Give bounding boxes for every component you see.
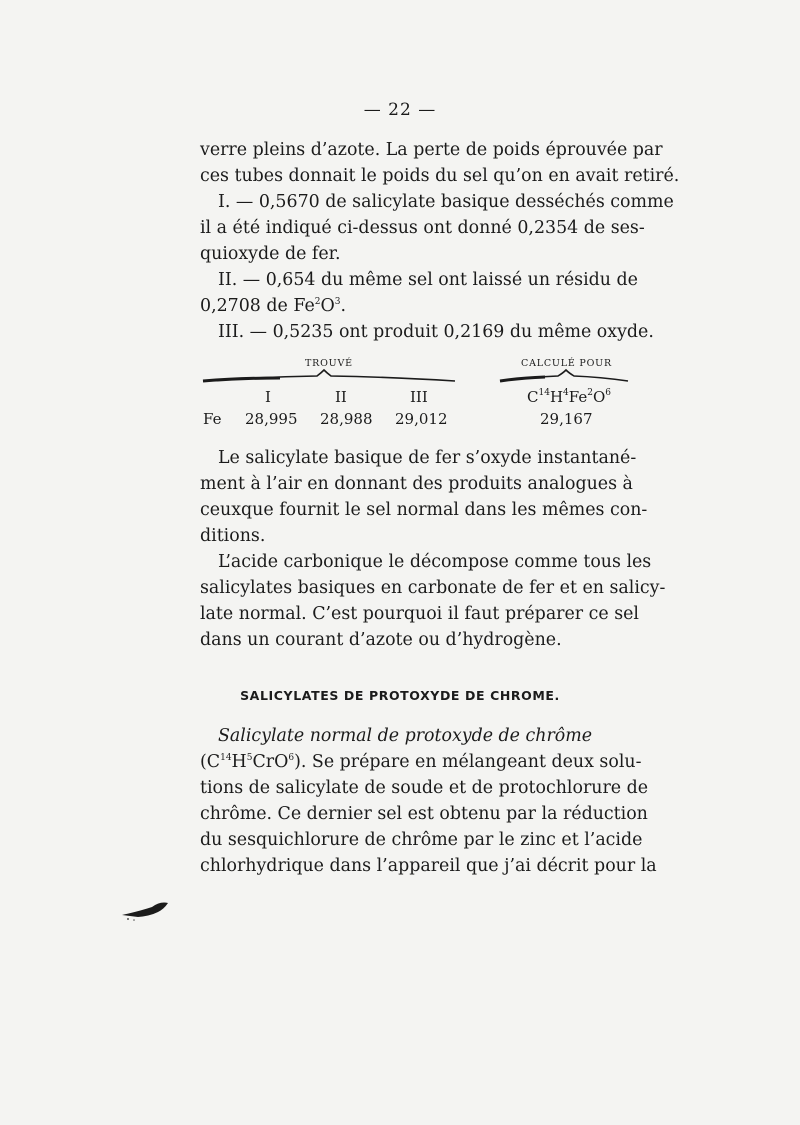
text-line bbox=[200, 723, 632, 749]
formula-part: CrO bbox=[252, 752, 289, 772]
text-line: quioxyde de fer. bbox=[200, 244, 341, 264]
italic-heading: Salicylate normal de protoxyde de chrôme bbox=[218, 726, 593, 746]
text-line: ces tubes donnait le poids du sel qu’on en avait retiré. bbox=[200, 166, 680, 186]
header-trouve: TROUVÉ bbox=[305, 358, 353, 369]
col-header-formula bbox=[527, 388, 611, 406]
superscript: 3 bbox=[334, 297, 341, 307]
formula-sub: 14 bbox=[538, 388, 550, 398]
value-calcule: 29,167 bbox=[540, 410, 593, 428]
text-line: il a été indiqué ci-dessus ont donné 0,2354 de ses- bbox=[200, 218, 645, 238]
col-header-ii: II bbox=[335, 388, 347, 406]
formula-part: Fe bbox=[568, 388, 588, 406]
formula-part: O bbox=[592, 388, 606, 406]
table-braces bbox=[0, 0, 800, 460]
formula-sub: 2 bbox=[587, 388, 593, 398]
col-header-iii: III bbox=[410, 388, 428, 406]
formula-sub: 6 bbox=[288, 753, 295, 763]
text-line: chlorhydrique dans l’appareil que j’ai décrit pour la bbox=[200, 856, 657, 876]
text-line: I. — 0,5670 de salicylate basique desséchés comme bbox=[218, 192, 674, 212]
value-i: 28,995 bbox=[245, 410, 298, 428]
text-line: tions de salicylate de soude et de protochlorure de bbox=[200, 778, 649, 798]
value-iii: 29,012 bbox=[395, 410, 448, 428]
row-label-fe: Fe bbox=[203, 410, 222, 428]
header-calcule-pour: CALCULÉ POUR bbox=[521, 358, 612, 369]
text-line: late normal. C’est pourquoi il faut préparer ce sel bbox=[200, 604, 639, 624]
line-text: . bbox=[340, 296, 347, 316]
formula-sub: 5 bbox=[246, 753, 253, 763]
text-line: verre pleins d’azote. La perte de poids éprouvée par bbox=[200, 140, 663, 160]
formula-part: (C bbox=[200, 752, 221, 772]
text-line: III. — 0,5235 ont produit 0,2169 du même oxyde. bbox=[218, 322, 654, 342]
formula-sub: 4 bbox=[563, 388, 569, 398]
ink-smudge bbox=[120, 895, 180, 925]
text-line: ceuxque fournit le sel normal dans les mêmes con- bbox=[200, 500, 648, 520]
text-line bbox=[200, 749, 642, 775]
line-text: 0,2708 de Fe bbox=[200, 296, 315, 316]
formula-sub: 6 bbox=[605, 388, 612, 398]
page-number: — 22 — bbox=[363, 100, 437, 120]
col-header-i: I bbox=[265, 388, 271, 406]
superscript: 2 bbox=[314, 297, 321, 307]
text-line: II. — 0,654 du même sel ont laissé un résidu de bbox=[218, 270, 638, 290]
formula-part: H bbox=[549, 388, 564, 406]
paragraph-block-3 bbox=[200, 723, 657, 879]
text-line: ditions. bbox=[200, 526, 266, 546]
paragraph-block-2 bbox=[200, 445, 666, 653]
text-line: du sesquichlorure de chrôme par le zinc et l’acide bbox=[200, 830, 643, 850]
text-line: Le salicylate basique de fer s’oxyde instantané- bbox=[218, 448, 637, 468]
text-line: L’acide carbonique le décompose comme tous les bbox=[218, 552, 652, 572]
line-text: ). Se prépare en mélangeant deux solu- bbox=[294, 752, 642, 772]
value-ii: 28,988 bbox=[320, 410, 373, 428]
text-line: ment à l’air en donnant des produits analogues à bbox=[200, 474, 633, 494]
text-line: dans un courant d’azote ou d’hydrogène. bbox=[200, 630, 562, 650]
text-line: salicylates basiques en carbonate de fer et en salicy- bbox=[200, 578, 666, 598]
section-title: SALICYLATES DE PROTOXYDE DE CHROME. bbox=[240, 688, 560, 703]
formula-sub: 14 bbox=[220, 753, 232, 763]
line-text: O bbox=[320, 296, 335, 316]
formula-part: H bbox=[231, 752, 247, 772]
text-line: chrôme. Ce dernier sel est obtenu par la réduction bbox=[200, 804, 648, 824]
formula-part: C bbox=[527, 388, 539, 406]
